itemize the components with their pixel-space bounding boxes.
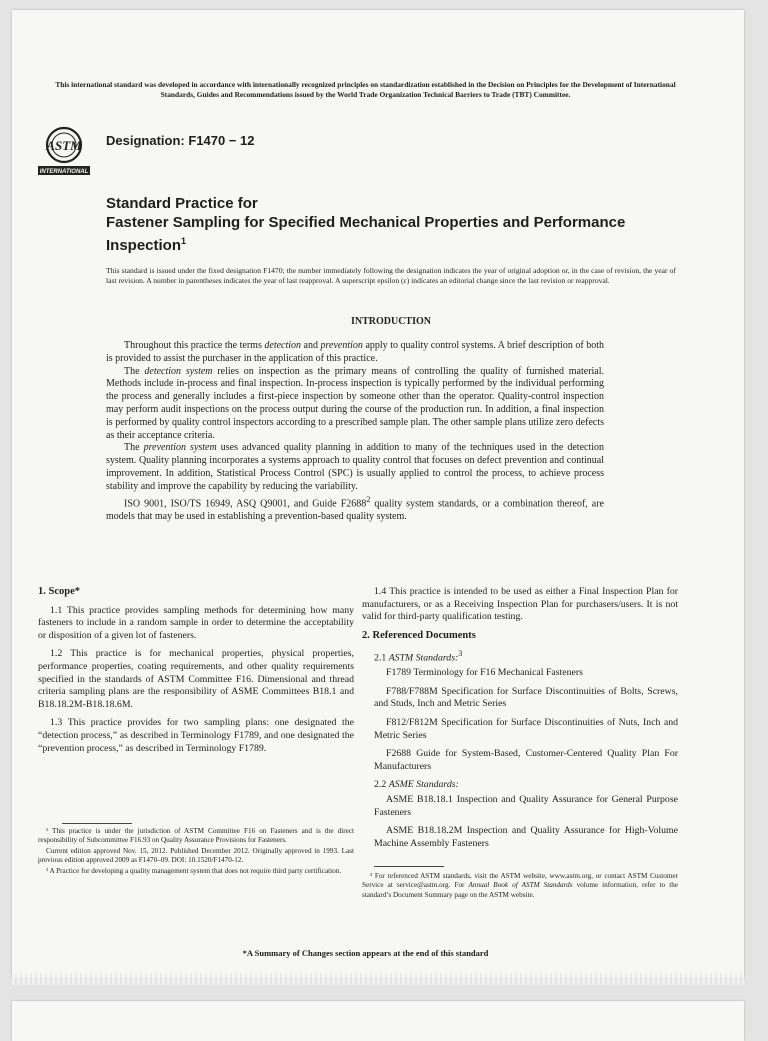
issue-note: This standard is issued under the fixed designation F1470; the number immediately following the designation indicates the year of original adoption or, in the case of revision, the year of last revision. A number in parentheses indicates the year of last reapproval. A superscript epsilon (ε) indicates an editorial change since the last revision or reapproval. [106, 266, 676, 286]
intro-paragraph: Throughout this practice the terms detection and prevention apply to quality control systems. A brief description of both is provided to assist the purchaser in the application of this practice. [106, 340, 604, 364]
scope-1-1: 1.1 This practice provides sampling methods for determining how many fasteners to include in a random sample in order to determine the acceptability or disposition of a given lot of fasteners. [38, 604, 354, 641]
introduction-heading: INTRODUCTION [350, 316, 431, 327]
astm-standards-label: 2.1 ASTM Standards:$^3$ [374, 649, 463, 664]
summary-note: *A Summary of Changes section appears at the end of this standard [242, 948, 489, 958]
svg-text:ASTM: ASTM [46, 138, 82, 153]
left-column [38, 586, 354, 761]
footnote-1: ¹ This practice is under the jurisdiction of ASTM Committee F16 on Fasteners and is the direct responsibility of Subcommittee F16.93 on Quality Assurance Provisions for Fasteners. [38, 827, 354, 845]
ref-item: F812/F812M Specification for Surface Discontinuities of Nuts, Inch and Metric Series [374, 717, 678, 741]
intro-paragraph: ISO 9001, ISO/TS 16949, ASQ Q9001, and Guide F2688$^2$ quality system standards, or a combination thereof, are models that may be used in establishing a prevention-based quality system. [106, 494, 604, 522]
scope-heading: 1. Scope* [38, 586, 80, 597]
footnote-3: ³ For referenced ASTM standards, visit the ASTM website, www.astm.org, or contact ASTM Customer Service at service@astm.org. For Annual Book of ASTM Standards volume information, refer to the standard’s Document Summary page on the ASTM website. [362, 872, 678, 899]
referenced-documents-heading: 2. Referenced Documents [362, 629, 476, 641]
next-page-edge [12, 1001, 744, 1041]
footnotes-left [38, 827, 354, 877]
footnote-rule [374, 866, 444, 867]
right-column [362, 586, 678, 856]
footnote-1-edition: Current edition approved Nov. 15, 2012. Published December 2012. Originally approved in 1993. Last previous edition approved 2009 as F1470–09. DOI: 10.1520/F1470-12. [38, 846, 354, 865]
document-title: Standard Practice for Fastener Sampling for Specified Mechanical Properties and Performance Inspection$^1$ [106, 195, 626, 254]
svg-text:INTERNATIONAL: INTERNATIONAL [39, 169, 89, 175]
scope-1-2: 1.2 This practice is for mechanical properties, physical properties, performance properties, coating requirements, and other quality requirements specified in the standards of ASTM Committee F16. Dimensional and thread criteria sampling plans are the responsibility of ASME Committees B18.1 and B18.18.2M-B18.18.6M. [38, 648, 354, 710]
ref-item: F788/F788M Specification for Surface Discontinuities of Bolts, Screws, and Studs, Inch and Metric Series [374, 685, 678, 710]
ref-item: ASME B18.18.2M Inspection and Quality Assurance for High-Volume Machine Assembly Fasteners [374, 825, 678, 849]
footnote-rule [62, 823, 132, 824]
ref-item: ASME B18.18.1 Inspection and Quality Assurance for General Purpose Fasteners [374, 793, 678, 818]
ref-item: F2688 Guide for System-Based, Customer-Centered Quality Plan For Manufacturers [374, 748, 678, 772]
wto-notice: This international standard was developed in accordance with internationally recognized principles on standardization established in the Decision on Principles for the Development of International Standards, Guides and Recommendations issued by the World Trade Organization Technical Barriers to Trade (TBT) Committee. [55, 80, 676, 99]
scope-1-3: 1.3 This practice provides for two sampling plans: one designated the “detection process,” as described in Terminology F1789, and one designated the “prevention process,” as described in Terminology F1789. [38, 717, 354, 754]
intro-paragraph: The prevention system uses advanced quality planning in addition to many of the techniques used in the detection system. Quality planning incorporates a systems approach to quality control that focuses on defect prevention and continual improvement. In addition, Statistical Process Control (SPC) is usually applied to control the process, to achieve process stability and improve the capability by reducing the variability. [106, 442, 605, 492]
introduction-body [106, 340, 604, 523]
astm-logo-icon [38, 122, 114, 180]
torn-edge [12, 973, 744, 985]
ref-item: F1789 Terminology for F16 Mechanical Fasteners [386, 667, 583, 679]
footnote-2: ² A Practice for developing a quality management system that does not require third party certification. [46, 866, 342, 875]
intro-paragraph: The detection system relies on inspection as the primary means of controlling the quality of furnished material. Methods include in-process and final inspection. In-process inspection is typically performed by the individual performing the process and generally includes a first-piece inspection by someone other than the operator. Quality-control inspection may perform audit inspections on the process output during the course of the production run. In addition, a final inspection is performed by quality control inspectors according to a prescribed sample plan. The other sample plans utilize zero defects as their acceptance criteria. [106, 365, 605, 441]
designation: Designation: F1470 − 12 [106, 133, 255, 148]
scope-1-4: 1.4 This practice is intended to be used as either a Final Inspection Plan for manufacturers, or as a Receiving Inspection Plan for purchasers/users. It is not valid for third-party qualification testing. [362, 586, 678, 623]
asme-standards-label: 2.2 ASME Standards: [374, 779, 459, 791]
